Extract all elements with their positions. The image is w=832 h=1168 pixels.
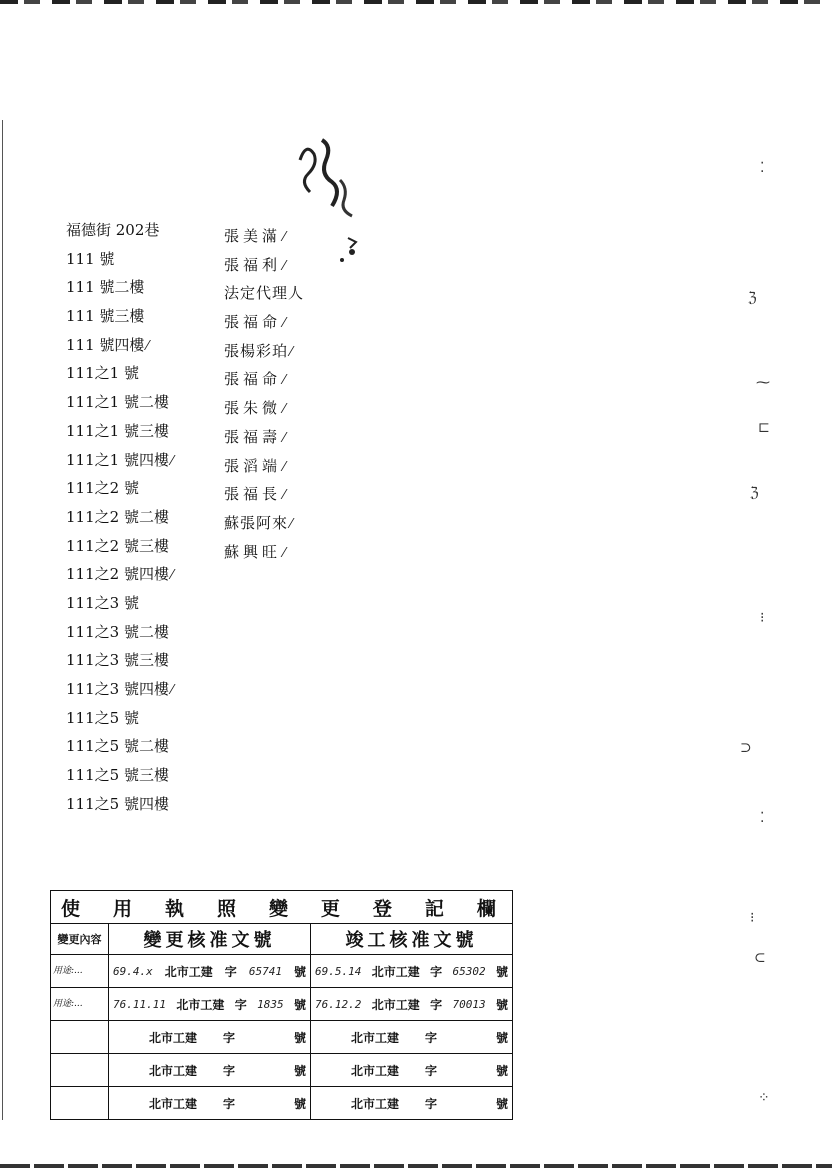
- row-change-cell: [109, 1087, 311, 1120]
- table-title: [51, 891, 513, 924]
- check-mark-icon: ⁄: [290, 344, 294, 360]
- row-complete-cell: [311, 1054, 513, 1087]
- zi-label: 字: [425, 1030, 438, 1045]
- hao-label: 號: [495, 1030, 508, 1045]
- col-header-content: 變更內容: [51, 924, 109, 955]
- table-row: [51, 988, 513, 1021]
- owner-name: 張福長: [224, 485, 282, 504]
- title-char: 執: [164, 897, 190, 920]
- row-complete-cell: [311, 988, 513, 1021]
- owner-name: 蘇興旺: [224, 542, 282, 561]
- owner-list: [224, 222, 344, 566]
- zi-label: 字: [430, 964, 443, 979]
- address-item: 111 號三樓: [66, 307, 145, 326]
- scan-speck: ⁝: [760, 610, 765, 626]
- hao-label: 號: [293, 1030, 306, 1045]
- address-item: 111之3 號三樓: [66, 651, 169, 670]
- check-mark-icon: ⁄: [283, 488, 290, 504]
- row-content: [51, 1021, 109, 1054]
- col-header-complete: 竣工核准文號: [311, 924, 513, 955]
- address-item-text: 111之3 號四樓: [66, 680, 169, 698]
- address-item: 111之1 號三樓: [66, 421, 169, 440]
- owner-item: [224, 480, 344, 509]
- table-header-row: [51, 924, 513, 955]
- table-title-chars: [51, 894, 512, 921]
- owner-item: [224, 394, 344, 423]
- row-change-cell: [109, 988, 311, 1021]
- check-mark-icon: ⁄: [283, 373, 290, 389]
- address-item: 111 號: [66, 249, 115, 268]
- row-complete-cell: [311, 1087, 513, 1120]
- check-mark-icon: ⁄: [283, 230, 290, 245]
- hao-label: 號: [495, 964, 508, 979]
- row-content: 用途:...: [51, 955, 109, 988]
- handwritten-number: 65741: [248, 964, 282, 978]
- org-label: 北市工建: [351, 1096, 400, 1111]
- scan-noise-marks: [730, 110, 830, 1160]
- address-item: 111之2 號二樓: [66, 507, 169, 526]
- hao-label: 號: [293, 997, 306, 1012]
- title-char: 欄: [476, 897, 502, 920]
- org-label: 北市工建: [351, 1063, 400, 1078]
- owner-name: 張福命: [224, 370, 282, 389]
- row-content: [51, 1054, 109, 1087]
- title-char: 記: [424, 897, 450, 920]
- owner-name: 張楊彩珀: [224, 341, 289, 360]
- address-list: [66, 216, 236, 818]
- owner-name: 蘇張阿來: [224, 513, 289, 532]
- title-char: 照: [216, 897, 242, 920]
- owner-item: [224, 308, 344, 337]
- address-item: 111之5 號三樓: [66, 766, 169, 785]
- address-item: [66, 675, 236, 704]
- table-row: [51, 1054, 513, 1087]
- row-content: [51, 1087, 109, 1120]
- scan-speck: ⊂: [754, 950, 766, 966]
- org-label: 北市工建: [149, 1030, 198, 1045]
- scan-speck: ⊃: [740, 740, 752, 756]
- address-item: 111之2 號三樓: [66, 536, 169, 555]
- owner-name: 張朱微: [224, 399, 282, 418]
- scan-speck: ⊏: [758, 420, 770, 436]
- scan-speck: ℨ: [750, 485, 759, 501]
- table-row: [51, 1021, 513, 1054]
- handwritten-date: 76.11.11: [113, 997, 166, 1011]
- scan-speck: ⁓: [756, 375, 770, 391]
- address-item: 111之5 號: [66, 708, 139, 727]
- address-item: [66, 446, 236, 475]
- scan-speck: ⁚: [760, 160, 765, 176]
- address-item-text: 111 號四樓: [66, 335, 145, 354]
- zi-label: 字: [425, 1096, 438, 1111]
- hao-label: 號: [293, 1063, 306, 1078]
- hao-label: 號: [495, 1096, 508, 1111]
- title-char: 登: [372, 897, 398, 920]
- scan-left-border: [2, 120, 3, 1120]
- owner-name: 張美滿: [224, 227, 282, 245]
- org-label: 北市工建: [371, 997, 420, 1012]
- hao-label: 號: [495, 997, 508, 1012]
- address-item: 111之1 號二樓: [66, 393, 169, 412]
- hao-label: 號: [293, 1096, 306, 1111]
- check-mark-icon: ⁄: [146, 338, 149, 354]
- row-complete-cell: [311, 955, 513, 988]
- scan-speck: ⁚: [760, 810, 765, 826]
- address-item-text: 111之1 號四樓: [66, 450, 169, 469]
- owner-item: [224, 452, 344, 481]
- owner-item: [224, 423, 344, 452]
- org-label: 北市工建: [164, 964, 213, 979]
- owner-name: 張滔端: [224, 456, 282, 475]
- org-label: 北市工建: [371, 964, 420, 979]
- owner-item: [224, 337, 344, 366]
- title-char: 使: [61, 897, 87, 920]
- owner-name: 張福命: [224, 313, 282, 332]
- row-change-cell: [109, 1021, 311, 1054]
- check-mark-icon: ⁄: [283, 459, 290, 475]
- zi-label: 字: [425, 1063, 438, 1078]
- owner-name: 法定代理人: [224, 284, 305, 303]
- owner-item: [224, 509, 344, 538]
- handwritten-number: 1835: [257, 997, 284, 1011]
- scan-speck: ⁘: [758, 1090, 770, 1106]
- address-item: 111之5 號四樓: [66, 794, 169, 813]
- check-mark-icon: ⁄: [170, 683, 174, 698]
- org-label: 北市工建: [176, 997, 225, 1012]
- scan-speck: ℨ: [748, 290, 757, 306]
- title-char: 更: [320, 897, 346, 920]
- scan-edge-top: [0, 0, 832, 4]
- org-label: 北市工建: [149, 1096, 198, 1111]
- address-item: 福德街 202巷: [66, 221, 160, 239]
- zi-label: 字: [430, 997, 443, 1012]
- check-mark-icon: ⁄: [170, 568, 174, 584]
- table-title-row: [51, 891, 513, 924]
- table-row: [51, 1087, 513, 1120]
- owner-item: [224, 222, 344, 251]
- scan-edge-bottom: [0, 1164, 832, 1168]
- col-header-change: 變更核准文號: [109, 924, 311, 955]
- owner-item: [224, 365, 344, 394]
- zi-label: 字: [223, 1063, 236, 1078]
- hao-label: 號: [293, 964, 306, 979]
- license-change-table: [50, 890, 512, 1120]
- owner-item: [224, 279, 344, 308]
- check-mark-icon: ⁄: [283, 545, 290, 561]
- row-change-cell: [109, 955, 311, 988]
- check-mark-icon: ⁄: [170, 453, 174, 469]
- zi-label: 字: [223, 1030, 236, 1045]
- owner-item: [224, 251, 344, 280]
- zi-label: 字: [224, 964, 237, 979]
- address-item-text: 111之2 號四樓: [66, 565, 169, 584]
- address-item: 111之3 號: [66, 593, 139, 612]
- title-char: 變: [268, 897, 294, 920]
- registration-table: [50, 890, 513, 1120]
- handwritten-date: 69.5.14: [315, 964, 362, 978]
- org-label: 北市工建: [149, 1063, 198, 1078]
- hao-label: 號: [495, 1063, 508, 1078]
- check-mark-icon: ⁄: [283, 402, 290, 418]
- row-complete-cell: [311, 1021, 513, 1054]
- owner-item: [224, 538, 344, 567]
- handwritten-number: 70013: [452, 997, 486, 1011]
- address-item: [66, 331, 236, 360]
- check-mark-icon: ⁄: [283, 430, 290, 446]
- address-item: [66, 560, 236, 589]
- row-change-cell: [109, 1054, 311, 1087]
- scan-speck: ⁝: [750, 910, 755, 926]
- address-item: 111之2 號: [66, 479, 139, 498]
- zi-label: 字: [223, 1096, 236, 1111]
- owner-name: 張福利: [224, 255, 282, 274]
- handwritten-date: 69.4.x: [113, 964, 153, 978]
- zi-label: 字: [234, 997, 247, 1012]
- org-label: 北市工建: [351, 1030, 400, 1045]
- check-mark-icon: ⁄: [283, 258, 290, 274]
- address-item: 111之5 號二樓: [66, 737, 169, 756]
- address-item: 111之1 號: [66, 364, 139, 383]
- owner-name: 張福壽: [224, 427, 282, 446]
- address-item: 111之3 號二樓: [66, 622, 169, 641]
- row-content: 用途:...: [51, 988, 109, 1021]
- check-mark-icon: ⁄: [290, 516, 294, 532]
- address-item: 111 號二樓: [66, 278, 145, 297]
- handwritten-date: 76.12.2: [315, 997, 362, 1011]
- check-mark-icon: ⁄: [283, 316, 290, 332]
- table-row: [51, 955, 513, 988]
- title-char: 用: [112, 897, 138, 920]
- handwritten-number: 65302: [452, 964, 486, 978]
